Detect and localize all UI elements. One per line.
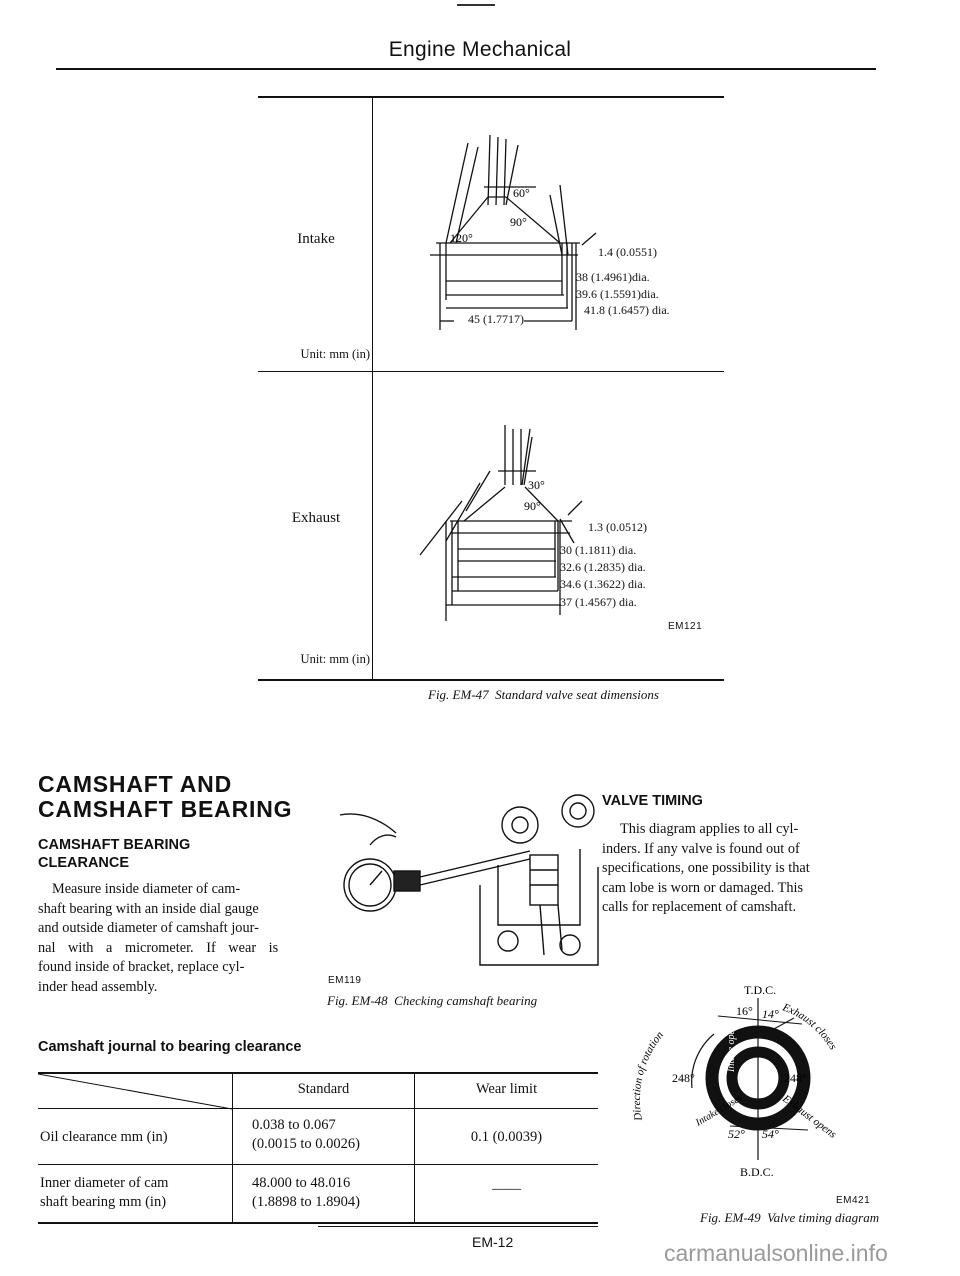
ctable-col-wear-limit: Wear limit: [475, 1081, 538, 1097]
ctable-row1-standard-line2: (0.0015 to 0.0026): [252, 1136, 360, 1152]
body-line: cam lobe is worn or damaged. This: [602, 879, 804, 896]
vt-bdc: B.D.C.: [740, 1165, 774, 1179]
section-heading-line-2: CAMSHAFT BEARING: [38, 796, 293, 822]
ctable-row2-label: [40, 1174, 168, 1212]
ctable-row-rule: [38, 1164, 598, 1165]
vt-exhaust-closes: Exhaust closes: [780, 1001, 840, 1052]
ctable-col-standard: Standard: [297, 1081, 350, 1097]
vt-angle-248-right: 248°: [784, 1071, 807, 1085]
clearance-table-title: Camshaft journal to bearing clearance: [38, 1039, 302, 1055]
exhaust-unit: Unit: mm (in): [300, 652, 370, 666]
intake-label: Intake: [297, 231, 335, 247]
subheading-bearing-clearance: [38, 836, 190, 872]
body-line: shaft bearing with an inside dial gauge: [38, 900, 259, 917]
vt-direction: Direction of rotation: [630, 1029, 666, 1122]
intake-angle-60: 60°: [513, 186, 530, 200]
exhaust-label: Exhaust: [291, 510, 341, 526]
intake-angle-120: 120°: [450, 231, 473, 245]
exhaust-angle-90: 90°: [524, 499, 541, 513]
figure-caption-em48: Fig. EM-48 Checking camshaft bearing: [327, 993, 538, 1008]
exhaust-dim-1: 1.3 (0.0512): [588, 520, 647, 534]
top-mark: [457, 4, 495, 6]
table-bottom-rule: [258, 679, 724, 681]
valve-timing-diagram: [612, 960, 872, 1180]
ctable-row1-standard: [252, 1116, 360, 1154]
intake-dim-5: 45 (1.7717): [468, 312, 524, 326]
body-line: and outside diameter of camshaft jour-: [38, 920, 259, 936]
table-top-rule: [258, 96, 724, 98]
intake-angle-90: 90°: [510, 215, 527, 229]
header-rule: [56, 68, 876, 70]
section-heading-camshaft: [38, 772, 292, 822]
vt-angle-54: 54°: [762, 1127, 779, 1141]
figure-code-em121: EM121: [668, 621, 703, 632]
camshaft-body-text: [38, 880, 318, 997]
ctable-bottom-rule: [38, 1222, 598, 1224]
page-header-title: Engine Mechanical: [388, 38, 572, 61]
ctable-row1-wear: 0.1 (0.0039): [470, 1129, 543, 1145]
section-heading-line-1: CAMSHAFT AND: [38, 771, 233, 797]
vt-intake-closes: Intake closes: [693, 1092, 745, 1129]
vt-angle-16: 16°: [736, 1004, 753, 1018]
ctable-diagonal: [38, 1074, 232, 1110]
ctable-row2-standard: [252, 1174, 360, 1212]
ctable-row2-label-line1: Inner diameter of cam: [40, 1175, 169, 1191]
exhaust-dim-5: 37 (1.4567) dia.: [560, 595, 637, 609]
body-line: found inside of bracket, replace cyl-: [38, 959, 245, 975]
ctable-row1-standard-line1: 0.038 to 0.067: [252, 1117, 336, 1133]
body-line: inder head assembly.: [38, 978, 158, 995]
vt-tdc: T.D.C.: [744, 983, 777, 997]
vt-angle-248-left: 248°: [672, 1071, 695, 1085]
body-line: specifications, one possibility is that: [602, 860, 810, 876]
page-number: EM-12: [472, 1234, 514, 1250]
subheading-line-2: CLEARANCE: [38, 855, 130, 871]
ctable-row2-standard-line1: 48.000 to 48.016: [252, 1175, 351, 1191]
vt-angle-14: 14°: [762, 1007, 779, 1021]
figure-caption-em47: Fig. EM-47 Standard valve seat dimensions: [428, 687, 659, 702]
section-heading-valve-timing: VALVE TIMING: [602, 793, 703, 809]
body-line: nal with a micrometer. If wear is: [38, 939, 279, 956]
exhaust-angle-30: 30°: [528, 478, 545, 492]
ctable-row2-standard-line2: (1.8898 to 1.8904): [252, 1194, 360, 1210]
watermark-text: carmanualsonline.info: [664, 1240, 888, 1266]
figure-code-em421: EM421: [836, 1195, 871, 1206]
table-vertical-rule: [372, 97, 373, 681]
ctable-header-rule: [38, 1108, 598, 1109]
ctable-row1-label: Oil clearance mm (in): [40, 1129, 168, 1145]
table-middle-rule-right: [372, 371, 724, 372]
subheading-line-1: CAMSHAFT BEARING: [38, 837, 191, 853]
table-middle-rule: [258, 371, 373, 372]
valve-timing-body: [602, 820, 892, 918]
camshaft-bearing-illustration: [330, 775, 605, 975]
intake-dim-1: 1.4 (0.0551): [598, 245, 657, 259]
intake-dim-4: 41.8 (1.6457) dia.: [584, 303, 670, 317]
vt-angle-52: 52°: [728, 1127, 745, 1141]
exhaust-dim-4: 34.6 (1.3622) dia.: [560, 577, 646, 591]
intake-dim-2: 38 (1.4961)dia.: [576, 270, 650, 284]
ctable-row2-wear: ——: [492, 1181, 521, 1197]
ctable-row2-label-line2: shaft bearing mm (in): [40, 1194, 167, 1210]
figure-code-em119: EM119: [328, 975, 362, 986]
figure-caption-em49: Fig. EM-49 Valve timing diagram: [700, 1210, 880, 1225]
exhaust-dim-3: 32.6 (1.2835) dia.: [560, 560, 646, 574]
body-line: This diagram applies to all cyl-: [620, 821, 799, 837]
vt-exhaust-opens: Exhaust opens: [780, 1092, 839, 1141]
vt-intake-opens: Intake open: [726, 1025, 737, 1072]
intake-unit: Unit: mm (in): [300, 347, 370, 361]
footer-rule: [318, 1226, 598, 1227]
body-line: calls for replacement of camshaft.: [602, 899, 797, 915]
intake-dim-3: 39.6 (1.5591)dia.: [576, 287, 659, 301]
body-line: inders. If any valve is found out of: [602, 840, 800, 857]
exhaust-dim-2: 30 (1.1811) dia.: [560, 543, 637, 557]
body-line: Measure inside diameter of cam-: [52, 881, 241, 897]
